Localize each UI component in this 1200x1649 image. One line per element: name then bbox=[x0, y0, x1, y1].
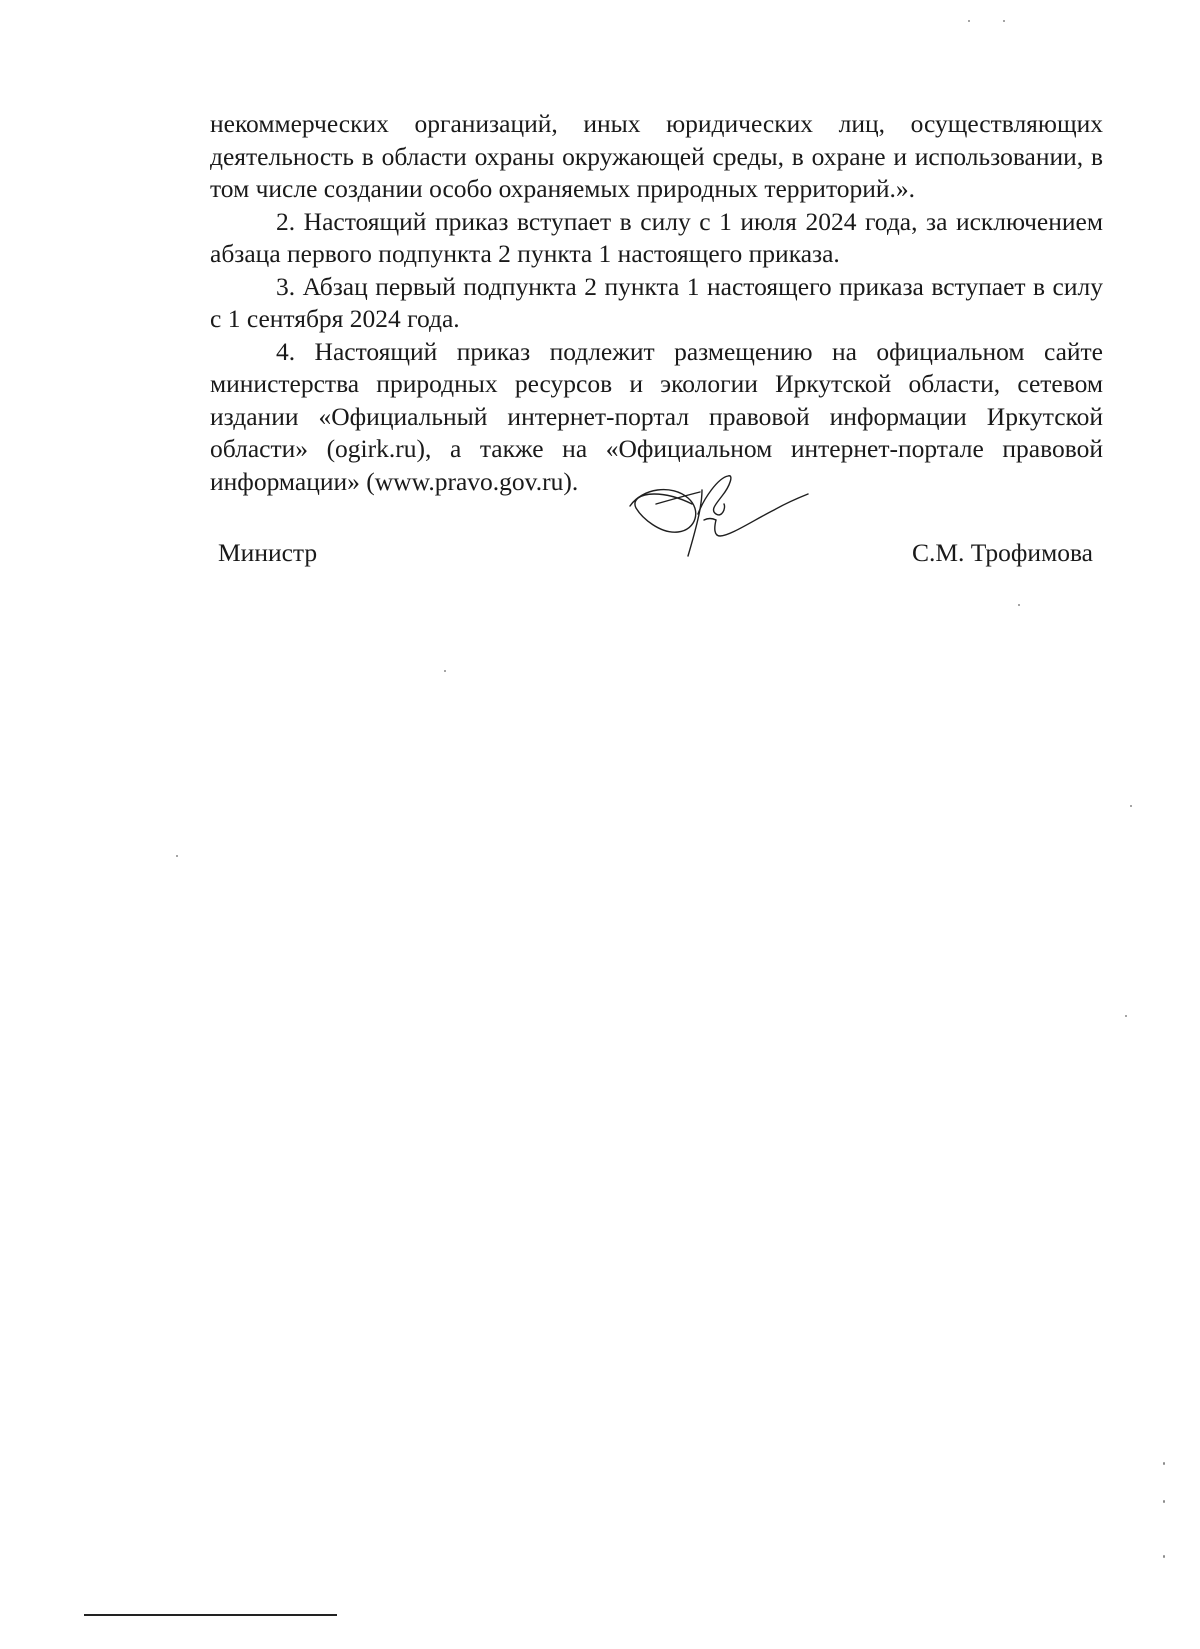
scan-speck bbox=[444, 670, 446, 672]
scan-speck bbox=[1163, 1462, 1165, 1465]
handwritten-signature-icon bbox=[620, 470, 840, 570]
scan-speck bbox=[968, 20, 970, 22]
scan-speck bbox=[1125, 1015, 1127, 1017]
scan-speck bbox=[1130, 805, 1132, 807]
paragraph-item-4: 4. Настоящий приказ подлежит размещению на официальном сайте министерства природных ресурсов и экологии Иркутской области, сетевом издании «Официальный интернет-портал правовой информации Иркутской области» (ogirk.ru), а также на «Официальном интернет-портале правовой информации» (www.pravo.gov.ru). bbox=[210, 336, 1103, 496]
position-title: Министр bbox=[218, 538, 318, 567]
signatory-name: С.М. Трофимова bbox=[912, 538, 1093, 567]
document-body bbox=[210, 108, 1103, 498]
scan-speck bbox=[176, 855, 178, 857]
paragraph-item-2: 2. Настоящий приказ вступает в силу с 1 июля 2024 года, за исключением абзаца первого подпункта 2 пункта 1 настоящего приказа. bbox=[210, 206, 1103, 268]
scan-speck bbox=[1018, 604, 1020, 606]
scan-speck bbox=[1163, 1555, 1165, 1558]
continuation-paragraph: некоммерческих организаций, иных юридических лиц, осуществляющих деятельность в области охраны окружающей среды, в охране и использовании, в том числе создании особо охраняемых природных территорий.». bbox=[210, 109, 1103, 203]
scan-speck bbox=[1163, 1500, 1165, 1503]
paragraph-item-3: 3. Абзац первый подпункта 2 пункта 1 настоящего приказа вступает в силу с 1 сентября 2024 года. bbox=[210, 271, 1103, 333]
scan-speck bbox=[1003, 20, 1005, 22]
footer-divider bbox=[84, 1614, 337, 1616]
